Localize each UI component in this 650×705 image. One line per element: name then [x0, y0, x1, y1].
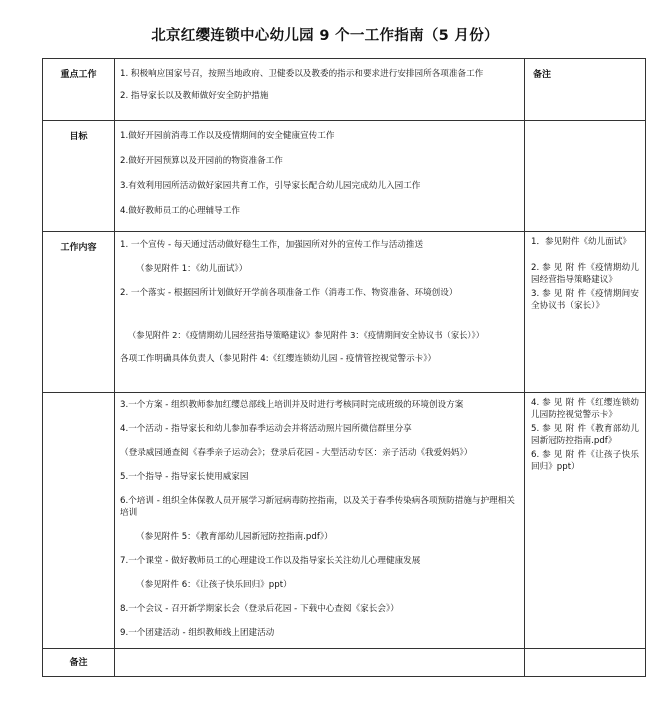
goal-item-2: 2.做好开园预算以及开园前的物资准备工作: [120, 156, 283, 166]
note-item-2: 2. 参 见 附 件《疫情期幼儿园经营指导策略建议》: [531, 263, 639, 285]
note-item-6: 6. 参 见 附 件《让孩子快乐回归》ppt）: [531, 450, 639, 472]
document-title: 北京红缨连锁中心幼儿园 9 个一工作指南（5 月份）: [151, 28, 499, 44]
work-content-part2-label: [43, 393, 115, 649]
work-content-part1-notes: [525, 232, 646, 393]
note-header-text: 备注: [533, 70, 552, 80]
label-goals: [43, 121, 115, 232]
label-work-content: [43, 232, 115, 393]
label-key-work-text: 重点工作: [60, 70, 97, 80]
goals-note: [525, 121, 646, 232]
work-item-4: 4.一个活动 - 指导家长和幼儿参加春季运动会并将活动照片园所微信群里分享: [120, 424, 412, 434]
note-item-1: 1．参见附件《幼儿面试》: [531, 237, 631, 247]
label-key-work: [43, 59, 115, 121]
work-content-part2-notes: [525, 393, 646, 649]
remarks-note: [525, 649, 646, 677]
work-item-7-ref: （参见附件 6：《让孩子快乐回归》ppt）: [136, 580, 292, 590]
key-work-note-header: [525, 59, 646, 121]
key-work-item-1: 1. 积极响应国家号召，按照当地政府、卫健委以及教委的指示和要求进行安排园所各项准备工作: [120, 69, 484, 79]
work-item-6-ref: （参见附件 5：《教育部幼儿园新冠防控指南.pdf》）: [136, 532, 333, 542]
label-work-content-text: 工作内容: [60, 243, 97, 253]
note-item-3: 3. 参 见 附 件《疫情期间安全协议书（家长）》: [531, 289, 639, 311]
work-item-4-ref: （登录威园通查阅《春季亲子运动会》；登录后花园 - 大型活动专区：亲子活动《我爱妈妈》）: [120, 448, 473, 458]
work-content-part1: [115, 232, 525, 393]
note-item-5: 5. 参 见 附 件《教育部幼儿园新冠防控指南.pdf》: [531, 424, 639, 446]
row-goals: [43, 121, 646, 232]
row-key-work: [43, 59, 646, 121]
work-item-1-ref: （参见附件 1：《幼儿面试》）: [136, 264, 248, 274]
work-item-5: 5.一个指导 - 指导家长使用威家园: [120, 472, 249, 482]
key-work-item-2: 2. 指导家长以及教师做好安全防护措施: [120, 91, 269, 101]
label-remarks: [43, 649, 115, 677]
goals-content: [115, 121, 525, 232]
work-content-part2: [115, 393, 525, 649]
goal-item-4: 4.做好教师员工的心理辅导工作: [120, 206, 240, 216]
work-item-1: 1. 一个宣传 - 每天通过活动做好稳生工作，加强园所对外的宣传工作与活动推送: [120, 240, 424, 250]
work-item-8: 8.一个会议 - 召开新学期家长会（登录后花园 - 下载中心查阅《家长会》）: [120, 604, 399, 614]
work-item-2: 2. 一个落实 - 根据园所计划做好开学前各项准备工作（消毒工作、物资准备、环境创设）: [120, 288, 458, 298]
work-item-2-owner: 各项工作明确具体负责人（参见附件 4:《红缨连锁幼儿园 - 疫情管控视觉警示卡》）: [120, 354, 437, 364]
row-work-content-2: [43, 393, 646, 649]
goal-item-3: 3.有效利用园所活动做好家园共育工作，引导家长配合幼儿园完成幼儿入园工作: [120, 181, 421, 191]
label-remarks-text: 备注: [69, 658, 88, 668]
work-guide-table: [42, 58, 646, 677]
key-work-content: [115, 59, 525, 121]
label-goals-text: 目标: [69, 132, 88, 142]
work-item-2-ref: （参见附件 2：《疫情期幼儿园经营指导策略建议》参见附件 3：《疫情期间安全协议书（家长）》）: [128, 330, 485, 340]
note-item-4: 4. 参 见 附 件《红缨连锁幼儿园防控视觉警示卡》: [531, 398, 639, 420]
goal-item-1: 1.做好开园前消毒工作以及疫情期间的安全健康宣传工作: [120, 131, 335, 141]
work-item-6: 6.个培训 - 组织全体保教人员开展学习新冠病毒防控指南，以及关于春季传染病各项预防措施与护理相关培训: [120, 496, 515, 518]
work-item-9: 9.一个团建活动 - 组织教师线上团建活动: [120, 628, 275, 638]
remarks-content: [115, 649, 525, 677]
row-remarks: [43, 649, 646, 677]
work-item-7: 7.一个课堂 - 做好教师员工的心理建设工作以及指导家长关注幼儿心理健康发展: [120, 556, 421, 566]
work-item-3: 3.一个方案 - 组织教师参加红缨总部线上培训并及时进行考核同时完成班级的环境创设方案: [120, 400, 464, 410]
row-work-content-1: [43, 232, 646, 393]
